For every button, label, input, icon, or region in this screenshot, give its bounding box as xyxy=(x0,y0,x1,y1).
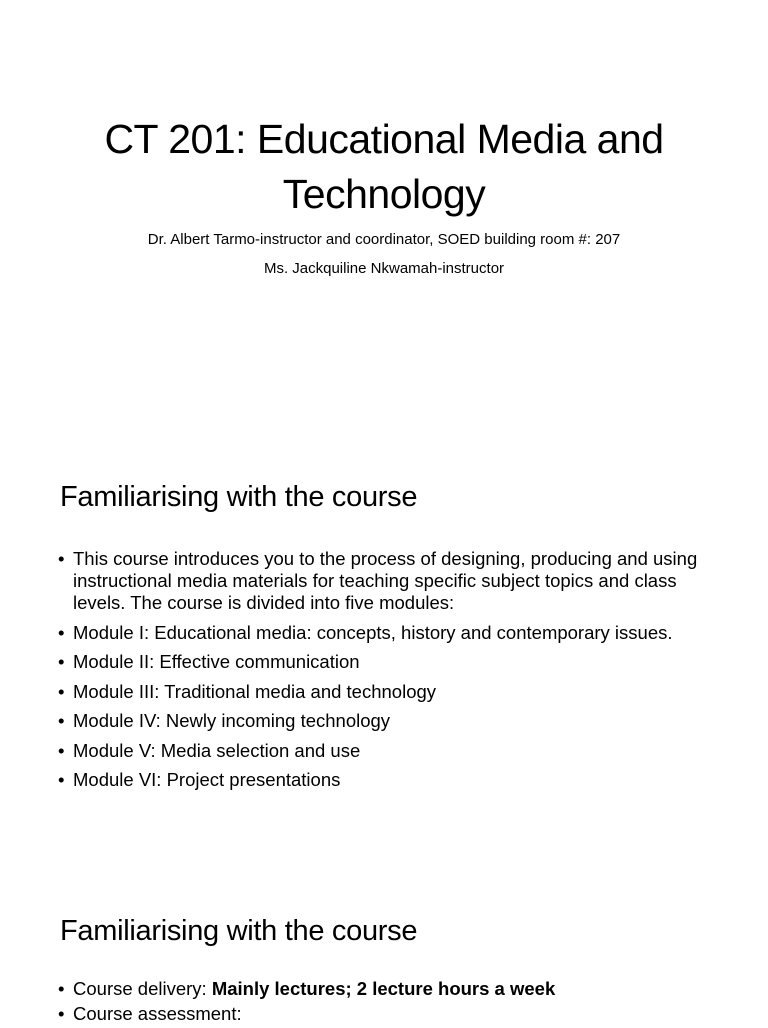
list-item: • Module I: Educational media: concepts, history and contemporary issues. xyxy=(58,622,718,644)
delivery-label: Course delivery: xyxy=(73,978,212,999)
delivery-list xyxy=(58,978,718,1028)
course-title-line2: Technology xyxy=(282,171,486,217)
course-delivery-slide xyxy=(0,864,768,1024)
instructor-coordinator-line: Dr. Albert Tarmo-instructor and coordinator, SOED building room #: 207 xyxy=(147,231,621,248)
course-title-line1: CT 201: Educational Media and xyxy=(104,116,664,162)
title-slide xyxy=(0,0,768,432)
list-item: • This course introduces you to the process of designing, producing and using instructional media materials for teaching specific subject topics and class levels. The course is divided into five modules: xyxy=(58,548,718,614)
slide-heading: Familiarising with the course xyxy=(60,481,418,513)
course-overview-slide xyxy=(0,432,768,864)
course-title xyxy=(40,112,728,222)
instructor-line: Ms. Jackquiline Nkwamah-instructor xyxy=(263,260,505,277)
list-item: • Module IV: Newly incoming technology xyxy=(58,710,718,732)
list-item: • Module V: Media selection and use xyxy=(58,740,718,762)
slide-heading: Familiarising with the course xyxy=(60,915,418,947)
list-item xyxy=(58,978,718,1000)
list-item: • Course assessment: xyxy=(58,1003,718,1025)
list-item: • Module II: Effective communication xyxy=(58,651,718,673)
delivery-value: Mainly lectures; 2 lecture hours a week xyxy=(211,978,556,999)
list-item: • Module VI: Project presentations xyxy=(58,769,718,791)
module-list xyxy=(58,548,718,799)
list-item: • Module III: Traditional media and technology xyxy=(58,681,718,703)
